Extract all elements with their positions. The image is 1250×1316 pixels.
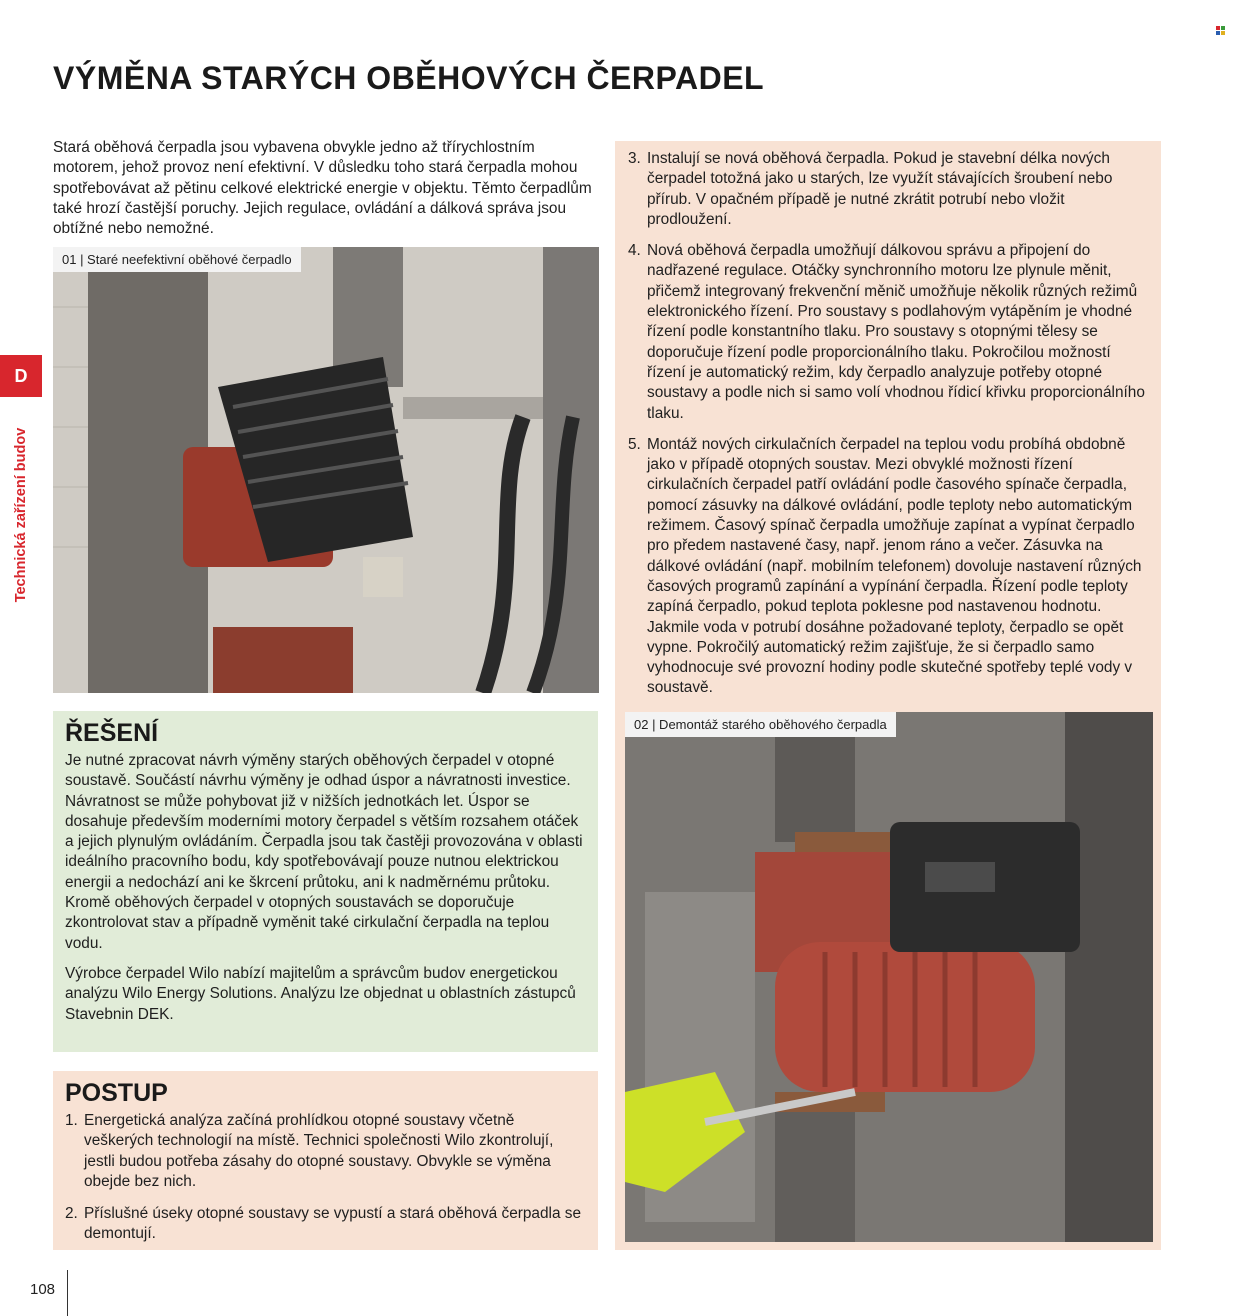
section-letter-badge: D <box>0 355 42 397</box>
procedure-step <box>628 149 1148 230</box>
step-number: 5. <box>628 435 641 453</box>
step-text: Nová oběhová čerpadla umožňují dálkovou správu a připojení do nadřazené regulace. Otáčky synchronního motoru lze plynule měnit, přičemž integrovaný frekvenční měnič umožňuje několik různých režimů elektronického řízení. Pro soustavy s podlahovým vytápěním je vhodné řízení podle konstantního tlaku. Pro soustavy s otopnými tělesy se doporučuje řízení podle proporcionálního tlaku. Pokročilou možností řízení je automatický režim, kdy čerpadlo analyzuje potřeby otopné soustavy a podle nich si samo volí vhodnou řídicí křivku proporcionálního tlaku. <box>647 242 1145 422</box>
figure-caption: 02 | Demontáž starého oběhového čerpadla <box>625 712 896 737</box>
procedure-box <box>53 1071 598 1250</box>
section-name: Technická zařízení budov <box>13 427 29 603</box>
pump-removal-illustration <box>625 712 1153 1242</box>
page-title: VÝMĚNA STARÝCH OBĚHOVÝCH ČERPADEL <box>53 60 765 96</box>
procedure-step <box>628 241 1148 424</box>
step-text: Příslušné úseky otopné soustavy se vypustí a stará oběhová čerpadla se demontují. <box>84 1205 582 1243</box>
solution-heading: ŘEŠENÍ <box>65 719 159 747</box>
step-text: Instalují se nová oběhová čerpadla. Pokud je stavební délka nových čerpadel totožná jako u starých, lze využít stávajících šroubení nebo přírub. V opačném případě je nutné zkrátit potrubí nebo vložit prodloužení. <box>647 150 1113 228</box>
procedure-heading: POSTUP <box>65 1079 168 1107</box>
continued-steps <box>628 149 1148 699</box>
procedure-step <box>628 435 1148 699</box>
old-pump-illustration <box>53 247 599 693</box>
step-text: Montáž nových cirkulačních čerpadel na teplou vodu probíhá obdobně jako v případě otopných soustav. Mezi obvyklé možnosti řízení cirkulačních čerpadel patří ovládání podle časového spínače čerpadla, pomocí zásuvky na dálkové ovládání, podle teploty nebo automatickým režimem. Časový spínač čerpadla umožňuje zapínat a vypínat čerpadlo pro předem nastavené časy, např. jenom ráno a večer. Zásuvka na dálkové ovládání (např. mobilním telefonem) dovoluje nastavení různých časových programů zapínání a vypínání čerpadla. Řízení podle teploty zapíná čerpadlo, pokud teplota poklesne pod nastavenou hodnotu. Jakmile voda v potrubí dosáhne požadované teploty, čerpadlo se opět vypne. Pokročilý automatický režim zajišťuje, že si čerpadlo samo vyhodnocuje své provozní hodiny podle skutečné spotřeby teplé vody v soustavě. <box>647 435 1142 697</box>
procedure-steps <box>65 1111 586 1245</box>
solution-box <box>53 711 598 1052</box>
solution-paragraph: Výrobce čerpadel Wilo nabízí majitelům a správcům budov energetickou analýzu Wilo Energy Solutions. Analýzu lze objednat u oblastních zástupců Stavebnin DEK. <box>65 964 576 1023</box>
step-number: 2. <box>65 1205 78 1223</box>
step-number: 3. <box>628 150 641 167</box>
page-number: 108 <box>30 1281 56 1298</box>
corner-logo-icon <box>1216 26 1225 35</box>
page-divider <box>67 1270 68 1316</box>
figure-caption: 01 | Staré neefektivní oběhové čerpadlo <box>53 247 301 272</box>
intro-paragraph: Stará oběhová čerpadla jsou vybavena obvykle jedno až třírychlostním motorem, jehož provoz není efektivní. V důsledku toho stará čerpadla mohou spotřebovávat až pětinu celkové elektrické energie v objektu. Těmto čerpadlům také hrozí častější poruchy. Jejich regulace, ovládání a dálková správa jsou obtížné nebo nemožné. <box>53 139 592 238</box>
solution-paragraph: Je nutné zpracovat návrh výměny starých oběhových čerpadel v otopné soustavě. Součástí návrhu výměny je odhad úspor a návratnosti investice. Návratnost se může pohybovat již v nižších jednotkách let. Úspor se dosahuje především moderními motory čerpadel s větším rozsahem otáček a jejich plynulým ovládáním. Čerpadla jsou tak častěji provozována v oblasti ideálního pracovního bodu, kdy spotřebovávají pouze nutnou elektrickou energii a nedochází ani ke škrcení průtoku, ani k nadměrnému průtoku. Kromě oběhových čerpadel v otopných soustavách se doporučuje zkontrolovat stav a případně vyměnit také cirkulační čerpadla na teplou vodu. <box>65 752 583 952</box>
step-text: Energetická analýza začíná prohlídkou otopné soustavy včetně veškerých technologií na místě. Technici společnosti Wilo zkontrolují, jestli budou potřeba zásahy do otopné soustavy. Obvykle se výměna obejde bez nich. <box>84 1112 554 1190</box>
procedure-step <box>65 1111 586 1192</box>
figure-pump-removal-photo <box>625 712 1153 1242</box>
step-number: 4. <box>628 242 641 260</box>
step-number: 1. <box>65 1112 78 1129</box>
figure-old-pump-photo <box>53 247 599 693</box>
procedure-step <box>65 1204 586 1245</box>
